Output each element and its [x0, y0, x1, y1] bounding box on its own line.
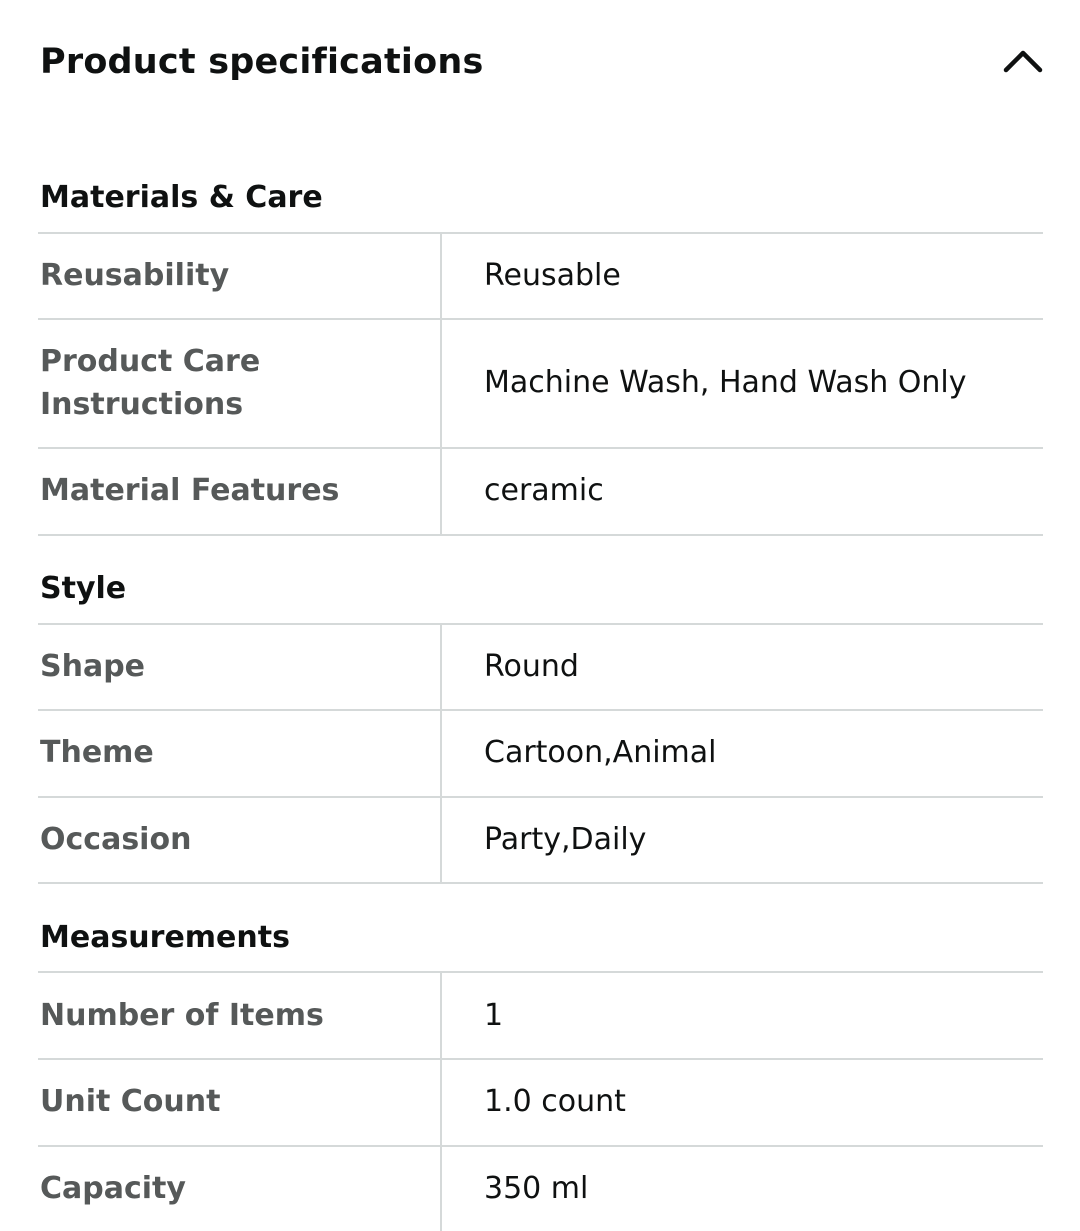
spec-label-theme: Theme	[40, 735, 154, 770]
divider	[38, 318, 1043, 320]
specs-header[interactable]	[40, 40, 1043, 90]
spec-value-shape: Round	[484, 649, 579, 684]
spec-value-capacity: 350 ml	[484, 1171, 589, 1206]
spec-label-capacity: Capacity	[40, 1171, 186, 1206]
column-divider	[440, 624, 442, 883]
spec-value-number-of-items: 1	[484, 998, 504, 1033]
section-title-materials-care: Materials & Care	[40, 180, 323, 215]
page-title: Product specifications	[40, 42, 484, 82]
divider	[38, 623, 1043, 625]
column-divider	[440, 972, 442, 1231]
section-title-style: Style	[40, 571, 127, 606]
divider	[38, 1058, 1043, 1060]
spec-value-theme: Cartoon,Animal	[484, 735, 717, 770]
spec-value-material-features: ceramic	[484, 473, 604, 508]
section-title-measurements: Measurements	[40, 920, 290, 955]
spec-label-material-features: Material Features	[40, 473, 340, 508]
spec-label-reusability: Reusability	[40, 258, 230, 293]
spec-label-shape: Shape	[40, 649, 146, 684]
divider	[38, 709, 1043, 711]
divider	[38, 447, 1043, 449]
spec-value-occasion: Party,Daily	[484, 822, 647, 857]
spec-label-occasion: Occasion	[40, 822, 192, 857]
divider	[38, 232, 1043, 234]
spec-label-number-of-items: Number of Items	[40, 998, 324, 1033]
divider	[38, 534, 1043, 536]
divider	[38, 971, 1043, 973]
spec-label-unit-count: Unit Count	[40, 1084, 221, 1119]
spec-value-care-instructions: Machine Wash, Hand Wash Only	[484, 365, 967, 400]
chevron-up-icon[interactable]	[1003, 46, 1043, 74]
divider	[38, 882, 1043, 884]
spec-value-unit-count: 1.0 count	[484, 1084, 626, 1119]
spec-label-care-instructions: Product Care Instructions	[40, 344, 261, 422]
column-divider	[440, 233, 442, 535]
divider	[38, 796, 1043, 798]
spec-value-reusability: Reusable	[484, 258, 621, 293]
divider	[38, 1145, 1043, 1147]
